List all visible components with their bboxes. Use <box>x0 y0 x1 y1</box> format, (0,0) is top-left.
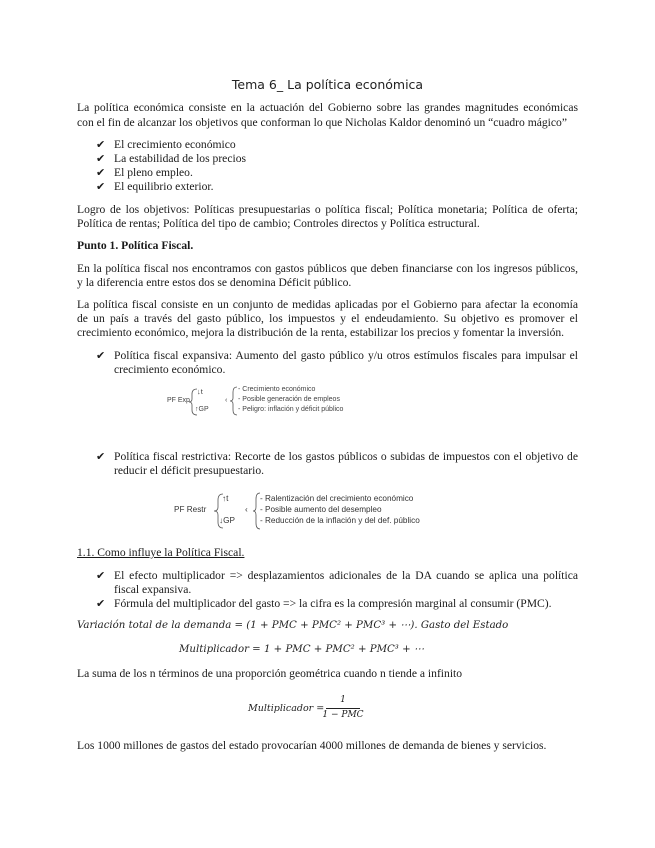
equation-denominator: 1 − PMC <box>322 710 364 720</box>
intro-line-2: con el fin de alcanzar los objetivos que conforman lo que Nicholas Kaldor denominó un “cuadro mágico” <box>77 116 567 129</box>
section-heading-punto-1: Punto 1. Política Fiscal. <box>77 239 194 252</box>
check-icon: ✔ <box>96 451 106 463</box>
diagram-spending-up: ↑GP <box>195 406 209 413</box>
objective-item: El equilibrio exterior. <box>114 180 214 193</box>
diagram-effect: - Peligro: inflación y déficit público <box>238 406 344 413</box>
diagram-spending-down: ↓GP <box>219 516 235 525</box>
check-icon: ✔ <box>96 139 106 151</box>
expansive-policy-line-2: crecimiento económico. <box>114 363 226 376</box>
section-heading-1-1: 1.1. Como influye la Política Fiscal. <box>77 546 245 559</box>
fiscal-paragraph-1-line-1: En la política fiscal nos encontramos con gastos públicos que deben financiarse con los ingresos públicos, <box>77 262 578 275</box>
multiplier-effect-line-2: fiscal expansiva. <box>114 583 192 596</box>
diagram-effect: - Posible aumento del desempleo <box>260 505 382 514</box>
fiscal-paragraph-1-line-2: y la diferencia entre estos dos se denomina Déficit público. <box>77 276 352 289</box>
restrictive-policy-line-1: Política fiscal restrictiva: Recorte de los gastos públicos o subidas de impuestos con el objetivo de <box>114 450 578 463</box>
equation-total-demand: Variación total de la demanda = (1 + PMC + PMC² + PMC³ + ⋯). Gasto del Estado <box>77 620 509 631</box>
diagram-label: PF Exp <box>167 397 190 404</box>
expansive-policy-line-1: Política fiscal expansiva: Aumento del gasto público y/u otros estímulos fiscales para impulsar el <box>114 349 578 362</box>
diagram-effect: - Reducción de la inflación y del def. público <box>260 516 420 525</box>
diagram-tax-down: ↓t <box>197 387 203 396</box>
multiplier-effect-line-1: El efecto multiplicador => desplazamientos adicionales de la DA cuando se aplica una política <box>114 569 578 582</box>
multiplier-formula-text: Fórmula del multiplicador del gasto => la cifra es la compresión marginal al consumir (PMC). <box>114 597 552 610</box>
restrictive-policy-line-2: reducir el déficit presupuestario. <box>114 464 265 477</box>
check-icon: ✔ <box>96 181 106 193</box>
fiscal-paragraph-2-line-3: crecimiento económico, mejora la distribución de la renta, estabilizar los precios y fomentar la inversión. <box>77 326 565 339</box>
diagram-arrow: ‹ <box>245 505 248 514</box>
policies-line-1: Logro de los objetivos: Políticas presupuestarias o política fiscal; Política monetaria; Política de oferta; <box>77 203 578 216</box>
diagram-effect: - Crecimiento económico <box>238 386 316 393</box>
objective-item: La estabilidad de los precios <box>114 152 246 165</box>
intro-line-1: La política económica consiste en la actuación del Gobierno sobre las grandes magnitudes económicas <box>77 101 578 114</box>
diagram-label: PF Restr <box>174 505 207 514</box>
check-icon: ✔ <box>96 167 106 179</box>
check-icon: ✔ <box>96 350 106 362</box>
policies-line-2: Política de rentas; Política del tipo de cambio; Controles directos y Política estructural. <box>77 217 480 230</box>
fraction-bar <box>326 708 360 709</box>
equation-numerator: 1 <box>340 695 346 705</box>
closing-paragraph: Los 1000 millones de gastos del estado provocarían 4000 millones de demanda de bienes y servicios. <box>77 739 547 752</box>
page-title: Tema 6_ La política económica <box>231 77 424 92</box>
diagram-tax-up: ↑t <box>222 494 229 503</box>
check-icon: ✔ <box>96 570 106 582</box>
geometric-series-text: La suma de los n términos de una proporción geométrica cuando n tiende a infinito <box>77 667 463 680</box>
objective-item: El pleno empleo. <box>114 166 193 179</box>
diagram-effect: - Posible generación de empleos <box>238 396 340 403</box>
equation-multiplier-series: Multiplicador = 1 + PMC + PMC² + PMC³ + ⋯ <box>179 644 425 655</box>
objective-item: El crecimiento económico <box>114 138 236 151</box>
fiscal-paragraph-2-line-2: de un país a través del gasto público, los impuestos y el endeudamiento. Su objetivo es promover el <box>77 312 578 325</box>
equation-lhs: Multiplicador = <box>248 703 325 714</box>
fiscal-paragraph-2-line-1: La política fiscal consiste en un conjunto de medidas aplicadas por el Gobierno para afectar la economía <box>77 298 578 311</box>
check-icon: ✔ <box>96 598 106 610</box>
diagram-brace-left <box>188 388 200 416</box>
check-icon: ✔ <box>96 153 106 165</box>
diagram-arrow: ‹ <box>225 397 228 404</box>
diagram-effect: - Ralentización del crecimiento económico <box>260 494 414 503</box>
